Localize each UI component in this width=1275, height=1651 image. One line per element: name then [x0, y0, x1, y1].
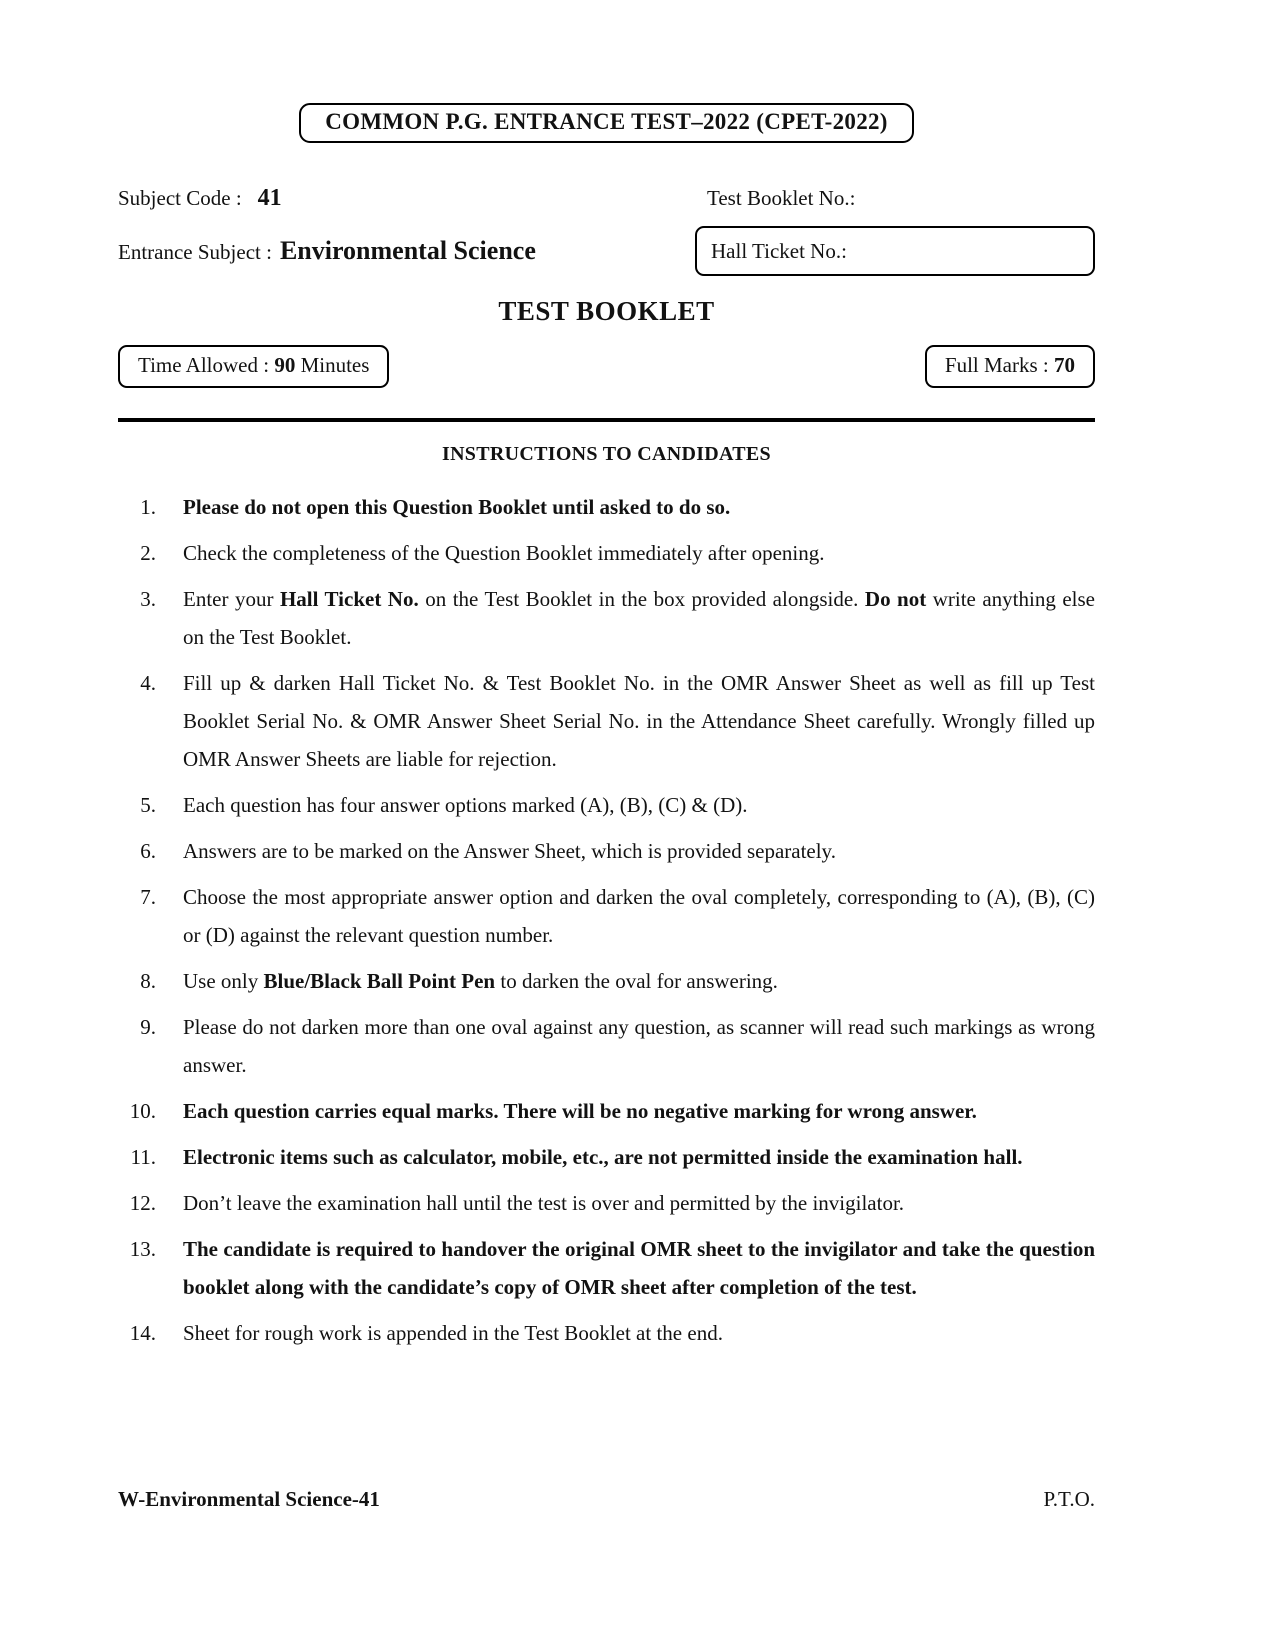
entrance-subject-value: Environmental Science — [279, 236, 536, 265]
page-footer — [118, 1487, 1095, 1512]
instruction-item — [118, 1008, 1095, 1084]
instruction-number: 8. — [140, 969, 156, 993]
instruction-number: 7. — [140, 885, 156, 909]
instruction-text: Use only Blue/Black Ball Point Pen to darken the oval for answering. — [183, 969, 778, 993]
subject-code-row — [118, 185, 1095, 212]
instructions-list — [118, 488, 1095, 1352]
test-booklet-no-label: Test Booklet No.: — [707, 186, 856, 210]
full-marks-value: 70 — [1054, 353, 1075, 377]
instruction-item — [118, 878, 1095, 954]
time-allowed-prefix: Time Allowed : — [138, 353, 275, 377]
subject-code-value: 41 — [257, 185, 282, 211]
footer-booklet-code: W-Environmental Science-41 — [118, 1487, 380, 1511]
instruction-number: 1. — [140, 495, 156, 519]
instruction-number: 12. — [129, 1191, 156, 1215]
footer-pto: P.T.O. — [1043, 1487, 1095, 1511]
hall-ticket-box — [695, 226, 1095, 276]
instruction-number: 3. — [140, 587, 156, 611]
subject-code-label: Subject Code : — [118, 186, 242, 210]
instruction-item — [118, 664, 1095, 778]
instruction-item — [118, 1138, 1095, 1176]
instructions-heading: INSTRUCTIONS TO CANDIDATES — [441, 443, 771, 465]
instruction-item — [118, 1092, 1095, 1130]
instruction-number: 11. — [130, 1145, 156, 1169]
section-divider — [118, 418, 1095, 422]
instruction-item — [118, 1230, 1095, 1306]
instruction-text: Electronic items such as calculator, mobile, etc., are not permitted inside the examination hall. — [183, 1145, 1023, 1169]
instruction-item — [118, 832, 1095, 870]
entrance-subject-group — [118, 236, 695, 266]
instruction-item — [118, 962, 1095, 1000]
time-marks-row — [118, 345, 1095, 388]
instruction-text: Please do not darken more than one oval against any question, as scanner will read such markings as wrong answer. — [183, 1015, 1095, 1077]
instruction-text: Don’t leave the examination hall until the test is over and permitted by the invigilator. — [183, 1191, 905, 1215]
instruction-item — [118, 786, 1095, 824]
instruction-text: Sheet for rough work is appended in the Test Booklet at the end. — [183, 1321, 723, 1345]
instruction-number: 2. — [140, 541, 156, 565]
exam-title: COMMON P.G. ENTRANCE TEST–2022 (CPET-2022) — [325, 109, 888, 134]
instruction-text: The candidate is required to handover the original OMR sheet to the invigilator and take the question booklet along with the candidate’s copy of OMR sheet after completion of the test. — [183, 1237, 1095, 1299]
instruction-number: 14. — [129, 1321, 156, 1345]
instruction-number: 5. — [140, 793, 156, 817]
instruction-number: 4. — [140, 671, 156, 695]
hall-ticket-label: Hall Ticket No.: — [711, 238, 847, 263]
instruction-text: Enter your Hall Ticket No. on the Test Booklet in the box provided alongside. Do not write anything else on the Test Booklet. — [183, 587, 1095, 649]
instruction-item — [118, 580, 1095, 656]
time-allowed-suffix: Minutes — [295, 353, 370, 377]
full-marks-prefix: Full Marks : — [944, 353, 1054, 377]
instruction-item — [118, 1184, 1095, 1222]
test-booklet-no-group — [707, 186, 855, 211]
full-marks-box — [925, 345, 1095, 388]
instruction-number: 6. — [140, 839, 156, 863]
time-allowed-box — [118, 345, 389, 388]
instruction-text: Check the completeness of the Question Booklet immediately after opening. — [183, 541, 825, 565]
instruction-number: 9. — [140, 1015, 156, 1039]
subject-code-group — [118, 185, 707, 212]
instruction-text: Each question has four answer options marked (A), (B), (C) & (D). — [183, 793, 748, 817]
instruction-text: Choose the most appropriate answer option and darken the oval completely, corresponding to (A), (B), (C) or (D) against the relevant question number. — [183, 885, 1095, 947]
instruction-number: 10. — [129, 1099, 156, 1123]
time-allowed-value: 90 — [274, 353, 296, 377]
entrance-subject-row — [118, 226, 1095, 276]
instruction-text: Please do not open this Question Booklet until asked to do so. — [183, 495, 731, 519]
instruction-item — [118, 488, 1095, 526]
instruction-item — [118, 1314, 1095, 1352]
exam-title-box — [299, 103, 914, 143]
instruction-text: Each question carries equal marks. There will be no negative marking for wrong answer. — [183, 1099, 977, 1123]
instruction-text: Fill up & darken Hall Ticket No. & Test Booklet No. in the OMR Answer Sheet as well as fill up Test Booklet Serial No. & OMR Answer Sheet Serial No. in the Attendance Sheet carefully. Wrongly filled up OMR Answer Sheets are liable for rejection. — [183, 671, 1095, 771]
instruction-number: 13. — [129, 1237, 156, 1261]
instruction-text: Answers are to be marked on the Answer Sheet, which is provided separately. — [183, 839, 836, 863]
page-title: TEST BOOKLET — [498, 296, 715, 326]
entrance-subject-label: Entrance Subject : — [118, 240, 272, 264]
instruction-item — [118, 534, 1095, 572]
